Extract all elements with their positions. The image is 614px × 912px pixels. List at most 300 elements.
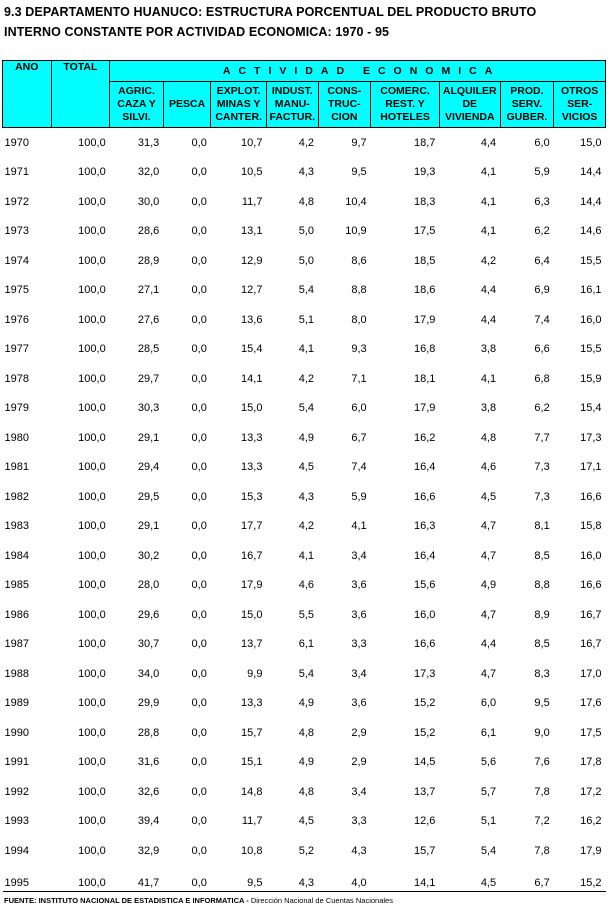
table-title-line-2: INTERNO CONSTANTE POR ACTIVIDAD ECONOMICA: 1970 - 95 [4, 25, 390, 39]
value-cell: 0,0 [191, 756, 207, 769]
value-cell: 4,1 [480, 195, 497, 208]
value-cell: 14,4 [580, 166, 602, 179]
value-cell: 6,9 [534, 284, 550, 297]
value-cell: 0,0 [191, 136, 207, 149]
value-cell: 7,1 [351, 372, 367, 385]
value-cell: 29,7 [137, 372, 160, 385]
value-cell: 31,3 [137, 136, 160, 149]
value-cell: 4,6 [480, 461, 497, 474]
value-cell: 11,7 [241, 815, 263, 828]
value-cell: 4,8 [298, 785, 315, 798]
value-cell: 13,7 [241, 638, 263, 651]
value-cell: 0,0 [191, 638, 207, 651]
value-cell: 9,5 [211, 866, 267, 892]
value-cell: 6,7 [500, 866, 554, 892]
header-manufactura [266, 82, 318, 128]
value-cell: 100,0 [78, 697, 106, 710]
value-cell: 7,4 [534, 313, 550, 326]
value-cell: 30,7 [137, 638, 160, 651]
value-cell: 0,0 [191, 667, 207, 680]
value-cell: 5,9 [351, 490, 367, 503]
value-cell: 3,6 [351, 697, 367, 710]
value-cell: 15,5 [580, 343, 602, 356]
value-cell: 4,4 [480, 313, 497, 326]
header-actividad-economica: ACTIVIDAD ECONOMICA [110, 61, 606, 82]
value-cell: 8,5 [534, 549, 550, 562]
value-cell: 29,1 [137, 520, 160, 533]
value-cell: 8,5 [534, 638, 550, 651]
header-agricultura [110, 82, 164, 128]
value-cell: 9,7 [351, 136, 367, 149]
table-row [3, 748, 606, 778]
year-cell: 1979 [4, 402, 29, 415]
table-row [3, 659, 606, 689]
value-cell: 17,9 [241, 579, 263, 592]
value-cell: 12,6 [414, 815, 436, 828]
value-cell: 18,1 [414, 372, 436, 385]
value-cell: 4,2 [298, 372, 315, 385]
value-cell: 16,2 [414, 431, 436, 444]
header-line: REST. Y [385, 98, 425, 110]
value-cell: 0,0 [191, 844, 207, 857]
value-cell: 6,4 [534, 254, 550, 267]
value-cell: 100,0 [78, 726, 106, 739]
value-cell: 8,3 [534, 667, 550, 680]
value-cell: 29,5 [137, 490, 160, 503]
header-line: OTROS [560, 85, 599, 97]
value-cell: 100,0 [78, 461, 106, 474]
value-cell: 4,1 [298, 549, 315, 562]
value-cell: 30,3 [137, 402, 160, 415]
table-row [3, 718, 606, 748]
table-row [3, 187, 606, 217]
value-cell: 3,4 [351, 785, 367, 798]
value-cell: 9,3 [351, 343, 367, 356]
year-cell: 1972 [4, 195, 29, 208]
value-cell: 5,4 [298, 667, 315, 680]
table-row [3, 689, 606, 719]
header-line: AGRIC. [118, 85, 155, 97]
value-cell: 15,9 [580, 372, 602, 385]
value-cell: 0,0 [191, 490, 207, 503]
value-cell: 7,6 [534, 756, 550, 769]
table-row [3, 305, 606, 335]
value-cell: 15,5 [580, 254, 602, 267]
value-cell: 13,3 [241, 697, 263, 710]
value-cell: 17,3 [580, 431, 602, 444]
value-cell: 4,7 [480, 608, 497, 621]
value-cell: 0,0 [191, 608, 207, 621]
value-cell: 0,0 [191, 402, 207, 415]
value-cell: 100,0 [78, 402, 106, 415]
value-cell: 31,6 [137, 756, 160, 769]
value-cell: 16,0 [580, 313, 602, 326]
value-cell: 4,4 [480, 284, 497, 297]
value-cell: 10,5 [241, 166, 263, 179]
value-cell: 5,9 [534, 166, 550, 179]
header-line: SER- [567, 98, 593, 110]
table-row [3, 836, 606, 866]
value-cell: 0,0 [191, 313, 207, 326]
value-cell: 15,2 [554, 866, 606, 892]
table-row [3, 777, 606, 807]
value-cell: 6,3 [534, 195, 550, 208]
value-cell: 4,7 [480, 667, 497, 680]
value-cell: 4,5 [439, 866, 500, 892]
value-cell: 14,6 [580, 225, 602, 238]
value-cell: 4,1 [480, 225, 497, 238]
value-cell: 0,0 [191, 254, 207, 267]
value-cell: 0,0 [191, 372, 207, 385]
value-cell: 100,0 [78, 549, 106, 562]
value-cell: 29,6 [137, 608, 160, 621]
value-cell: 16,0 [414, 608, 436, 621]
value-cell: 16,8 [414, 343, 436, 356]
value-cell: 15,8 [580, 520, 602, 533]
value-cell: 6,7 [351, 431, 367, 444]
value-cell: 0,0 [191, 726, 207, 739]
header-line: VICIOS [561, 111, 598, 123]
table-row [3, 482, 606, 512]
header-total: TOTAL [51, 61, 110, 128]
year-cell: 1977 [4, 343, 29, 356]
value-cell: 15,6 [414, 579, 436, 592]
value-cell: 4,5 [298, 815, 315, 828]
value-cell: 28,8 [137, 726, 160, 739]
value-cell: 13,7 [414, 785, 436, 798]
value-cell: 100,0 [78, 667, 106, 680]
value-cell: 12,9 [241, 254, 263, 267]
value-cell: 100,0 [78, 431, 106, 444]
value-cell: 17,3 [414, 667, 436, 680]
year-cell: 1970 [4, 136, 29, 149]
value-cell: 32,6 [137, 785, 160, 798]
value-cell: 15,4 [241, 343, 263, 356]
value-cell: 5,7 [480, 785, 497, 798]
value-cell: 100,0 [78, 372, 106, 385]
value-cell: 5,0 [298, 225, 315, 238]
value-cell: 17,5 [580, 726, 602, 739]
header-line: CAZA Y [117, 98, 156, 110]
value-cell: 17,6 [580, 697, 602, 710]
year-cell: 1995 [3, 866, 52, 892]
value-cell: 4,7 [480, 520, 497, 533]
value-cell: 6,1 [298, 638, 315, 651]
value-cell: 4,2 [298, 136, 315, 149]
value-cell: 8,6 [351, 254, 367, 267]
value-cell: 0,0 [191, 520, 207, 533]
value-cell: 29,4 [137, 461, 160, 474]
value-cell: 15,0 [241, 402, 263, 415]
year-cell: 1975 [4, 284, 29, 297]
source-footnote [4, 896, 393, 905]
year-cell: 1993 [4, 815, 29, 828]
value-cell: 16,2 [580, 815, 602, 828]
table-row [3, 866, 606, 892]
value-cell: 5,2 [298, 844, 315, 857]
value-cell: 16,7 [580, 638, 602, 651]
header-comercio [371, 82, 440, 128]
header-line: CONS- [327, 85, 362, 97]
header-line: MINAS Y [216, 98, 261, 110]
value-cell: 28,5 [137, 343, 160, 356]
value-cell: 8,1 [534, 520, 550, 533]
value-cell: 7,8 [534, 785, 550, 798]
value-cell: 100,0 [78, 579, 106, 592]
header-line: SERV. [511, 98, 543, 110]
value-cell: 16,6 [414, 638, 436, 651]
year-cell: 1982 [4, 490, 29, 503]
value-cell: 0,0 [191, 815, 207, 828]
value-cell: 10,4 [345, 195, 367, 208]
value-cell: 16,1 [580, 284, 602, 297]
header-alquiler-vivienda [439, 82, 500, 128]
header-line: MANU- [274, 98, 310, 110]
value-cell: 4,3 [298, 166, 315, 179]
header-ano: ANO [3, 61, 52, 128]
value-cell: 17,8 [580, 756, 602, 769]
value-cell: 15,4 [580, 402, 602, 415]
header-line: FACTUR. [269, 111, 315, 123]
value-cell: 5,4 [298, 402, 315, 415]
value-cell: 3,3 [351, 815, 367, 828]
value-cell: 0,0 [191, 195, 207, 208]
value-cell: 18,5 [414, 254, 436, 267]
value-cell: 15,3 [241, 490, 263, 503]
value-cell: 4,1 [351, 520, 367, 533]
value-cell: 0,0 [191, 549, 207, 562]
header-pesca [163, 82, 211, 128]
value-cell: 4,3 [266, 866, 318, 892]
table-row [3, 394, 606, 424]
table-row [3, 217, 606, 247]
value-cell: 0,0 [191, 343, 207, 356]
value-cell: 11,7 [241, 195, 263, 208]
value-cell: 6,6 [534, 343, 550, 356]
value-cell: 2,9 [351, 726, 367, 739]
value-cell: 9,9 [247, 667, 263, 680]
table-row [3, 630, 606, 660]
value-cell: 0,0 [191, 579, 207, 592]
value-cell: 100,0 [78, 608, 106, 621]
value-cell: 15,0 [580, 136, 602, 149]
value-cell: 16,7 [580, 608, 602, 621]
value-cell: 4,9 [298, 756, 315, 769]
value-cell: 0,0 [191, 225, 207, 238]
value-cell: 4,1 [480, 372, 497, 385]
value-cell: 16,6 [580, 490, 602, 503]
header-line: TRUC- [328, 98, 361, 110]
value-cell: 15,1 [241, 756, 263, 769]
value-cell: 4,9 [298, 431, 315, 444]
value-cell: 15,2 [414, 697, 436, 710]
value-cell: 4,4 [480, 638, 497, 651]
header-line: INDUST. [271, 85, 313, 97]
value-cell: 8,8 [351, 284, 367, 297]
value-cell: 3,3 [351, 638, 367, 651]
year-cell: 1981 [4, 461, 29, 474]
value-cell: 100,0 [78, 225, 106, 238]
value-cell: 4,9 [480, 579, 497, 592]
value-cell: 4,5 [298, 461, 315, 474]
value-cell: 30,2 [137, 549, 160, 562]
table-row [3, 453, 606, 483]
table-row [3, 364, 606, 394]
year-cell: 1991 [4, 756, 29, 769]
year-cell: 1988 [4, 667, 29, 680]
year-cell: 1986 [4, 608, 29, 621]
value-cell: 7,7 [534, 431, 550, 444]
value-cell: 14,8 [241, 785, 263, 798]
value-cell: 100,0 [51, 866, 110, 892]
year-cell: 1987 [4, 638, 29, 651]
value-cell: 13,3 [241, 431, 263, 444]
value-cell: 100,0 [78, 785, 106, 798]
value-cell: 0,0 [191, 697, 207, 710]
value-cell: 17,1 [580, 461, 602, 474]
value-cell: 6,0 [534, 136, 550, 149]
header-line: CION [331, 111, 358, 123]
value-cell: 8,0 [351, 313, 367, 326]
value-cell: 100,0 [78, 343, 106, 356]
value-cell: 4,3 [298, 490, 315, 503]
header-line: COMERC. [380, 85, 430, 97]
value-cell: 39,4 [137, 815, 160, 828]
value-cell: 17,5 [414, 225, 436, 238]
value-cell: 13,3 [241, 461, 263, 474]
year-cell: 1994 [4, 844, 29, 857]
source-label: FUENTE: INSTITUTO NACIONAL DE ESTADISTICA E INFORMATICA - [4, 896, 251, 905]
header-line: EXPLOT. [216, 85, 261, 97]
value-cell: 5,0 [298, 254, 315, 267]
value-cell: 16,6 [414, 490, 436, 503]
year-cell: 1978 [4, 372, 29, 385]
value-cell: 16,4 [414, 461, 436, 474]
value-cell: 32,0 [137, 166, 160, 179]
value-cell: 3,6 [351, 579, 367, 592]
header-line: PESCA [168, 98, 206, 110]
header-line: HOTELES [380, 111, 430, 123]
table-row [3, 512, 606, 542]
value-cell: 15,0 [241, 608, 263, 621]
value-cell: 3,6 [351, 608, 367, 621]
value-cell: 8,9 [534, 608, 550, 621]
value-cell: 3,4 [351, 549, 367, 562]
header-line: GUBER. [506, 111, 548, 123]
value-cell: 100,0 [78, 638, 106, 651]
table-row [3, 423, 606, 453]
year-cell: 1971 [4, 166, 29, 179]
value-cell: 7,8 [534, 844, 550, 857]
header-line: SILVI. [122, 111, 151, 123]
value-cell: 16,3 [414, 520, 436, 533]
value-cell: 4,5 [480, 490, 497, 503]
header-line: CANTER. [215, 111, 262, 123]
value-cell: 19,3 [414, 166, 436, 179]
value-cell: 4,1 [298, 343, 315, 356]
value-cell: 100,0 [78, 490, 106, 503]
year-cell: 1992 [4, 785, 29, 798]
value-cell: 17,9 [414, 313, 436, 326]
value-cell: 100,0 [78, 756, 106, 769]
value-cell: 100,0 [78, 284, 106, 297]
value-cell: 32,9 [137, 844, 160, 857]
value-cell: 5,5 [298, 608, 315, 621]
value-cell: 5,1 [298, 313, 315, 326]
value-cell: 100,0 [78, 520, 106, 533]
value-cell: 6,2 [534, 225, 550, 238]
value-cell: 100,0 [78, 166, 106, 179]
value-cell: 17,7 [241, 520, 263, 533]
value-cell: 100,0 [78, 313, 106, 326]
value-cell: 28,6 [137, 225, 160, 238]
value-cell: 18,6 [414, 284, 436, 297]
value-cell: 5,4 [480, 844, 497, 857]
header-line: ALQUILER [442, 85, 497, 97]
value-cell: 7,3 [534, 490, 550, 503]
value-cell: 14,1 [371, 866, 440, 892]
value-cell: 13,1 [241, 225, 263, 238]
value-cell: 4,8 [480, 431, 497, 444]
value-cell: 27,6 [137, 313, 160, 326]
value-cell: 15,7 [414, 844, 436, 857]
value-cell: 10,9 [345, 225, 367, 238]
year-cell: 1980 [4, 431, 29, 444]
header-line: DE [462, 98, 478, 110]
value-cell: 28,9 [137, 254, 160, 267]
value-cell: 3,4 [351, 667, 367, 680]
value-cell: 100,0 [78, 254, 106, 267]
value-cell: 17,9 [580, 844, 602, 857]
value-cell: 0,0 [191, 461, 207, 474]
value-cell: 3,8 [480, 343, 497, 356]
year-cell: 1984 [4, 549, 29, 562]
year-cell: 1974 [4, 254, 29, 267]
value-cell: 17,2 [580, 785, 602, 798]
value-cell: 7,3 [534, 461, 550, 474]
table-row [3, 158, 606, 188]
value-cell: 7,2 [534, 815, 550, 828]
value-cell: 6,0 [351, 402, 367, 415]
value-cell: 4,8 [298, 726, 315, 739]
value-cell: 9,5 [534, 697, 550, 710]
value-cell: 100,0 [78, 136, 106, 149]
header-mineria [211, 82, 267, 128]
year-cell: 1985 [4, 579, 29, 592]
value-cell: 30,0 [137, 195, 160, 208]
value-cell: 18,3 [414, 195, 436, 208]
value-cell: 16,6 [580, 579, 602, 592]
value-cell: 7,4 [351, 461, 367, 474]
header-line: VIVIENDA [444, 111, 495, 123]
value-cell: 4,0 [318, 866, 371, 892]
value-cell: 2,9 [351, 756, 367, 769]
value-cell: 29,1 [137, 431, 160, 444]
value-cell: 5,4 [298, 284, 315, 297]
value-cell: 4,3 [351, 844, 367, 857]
value-cell: 4,9 [298, 697, 315, 710]
value-cell: 34,0 [137, 667, 160, 680]
table-row [3, 541, 606, 571]
source-direction: Dirección Nacional de Cuentas Nacionales [250, 896, 393, 905]
value-cell: 6,2 [534, 402, 550, 415]
table-row [3, 335, 606, 365]
table-row [3, 276, 606, 306]
value-cell: 15,7 [241, 726, 263, 739]
value-cell: 28,0 [137, 579, 160, 592]
year-cell: 1983 [4, 520, 29, 533]
value-cell: 16,0 [580, 549, 602, 562]
